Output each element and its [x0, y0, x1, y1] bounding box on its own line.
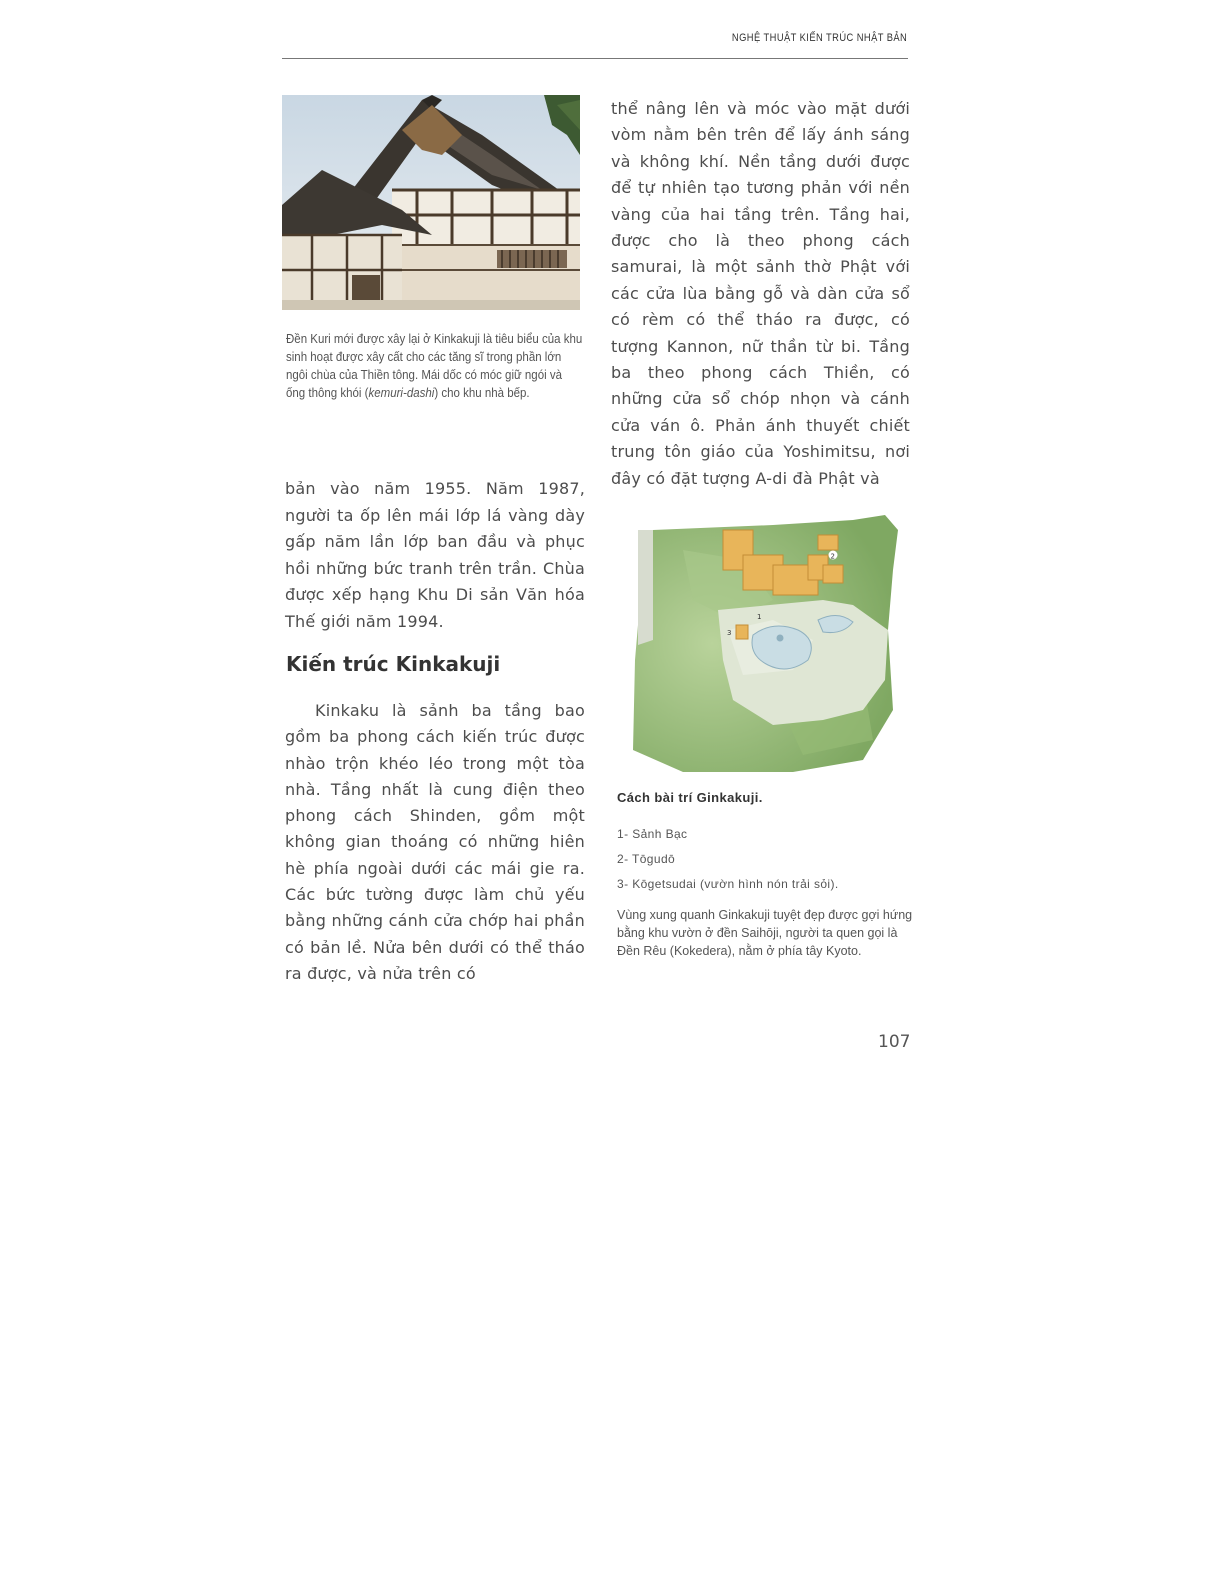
page-number: 107 [878, 1032, 911, 1052]
map-legend-item: 1- Sảnh Bạc [617, 827, 688, 841]
map-caption-title: Cách bài trí Ginkakuji. [617, 790, 763, 805]
body-paragraph-left-2: Kinkaku là sảnh ba tầng bao gồm ba phong cách kiến trúc được nhào trộn khéo léo trong một tòa nhà. Tầng nhất là cung điện theo phong cách Shinden, gồm một không gian thoáng có những hiên hè phía ngoài dưới các mái gie ra. Các bức tường được làm chủ yếu bằng những cánh cửa chớp hai phần có bản lề. Nửa bên dưới có thể tháo ra được, và nửa trên có [285, 701, 585, 983]
photo-caption [286, 330, 582, 402]
running-head: NGHỆ THUẬT KIẾN TRÚC NHẬT BẢN [731, 32, 907, 44]
photo-caption-italic-term: kemuri-dashi [368, 386, 435, 400]
map-label-3: 3 [727, 629, 732, 637]
photo-caption-text-2: ) cho khu nhà bếp. [434, 386, 530, 400]
body-paragraph-right: thể nâng lên và móc vào mặt dưới vòm nằm bên trên để lấy ánh sáng và không khí. Nền tầng dưới được để tự nhiên tạo tương phản với nền vàng của hai tầng trên. Tầng hai, được cho là theo phong cách samurai, là một sảnh thờ Phật với các cửa lùa bằng gỗ và dàn cửa sổ có rèm có thể tháo ra được, có tượng Kannon, nữ thần từ bi. Tầng ba theo phong cách Thiền, có những cửa sổ chóp nhọn và cánh cửa ván ô. Phản ánh thuyết chiết trung tôn giáo của Yoshimitsu, nơi đây có đặt tượng A-di đà Phật và [611, 99, 910, 488]
body-paragraph-left: bản vào năm 1955. Năm 1987, người ta ốp lên mái lớp lá vàng dày gấp năm lần lớp ban đầu và phục hồi những bức tranh trên trần. Chùa được xếp hạng Khu Di sản Văn hóa Thế giới năm 1994. [285, 479, 585, 631]
map-caption-body: Vùng xung quanh Ginkakuji tuyệt đẹp được gợi hứng bằng khu vườn ở đền Saihōji, người ta quen gọi là Đền Rêu (Kokedera), nằm ở phía tây Kyoto. [617, 908, 913, 958]
header-rule [282, 58, 908, 59]
photo-caption-text-1: Đền Kuri mới được xây lại ở Kinkakuji là tiêu biểu của khu sinh hoạt được xây cất cho các tăng sĩ trong phần lớn ngôi chùa của Thiền tông. Mái dốc có móc giữ ngói và ống thông khói ( [286, 332, 583, 400]
map-legend-item: 2- Tōgudō [617, 852, 676, 866]
kuri-temple-photo [282, 95, 580, 310]
map-label-1: 1 [757, 613, 762, 621]
section-heading: Kiến trúc Kinkakuji [286, 652, 501, 676]
map-legend [617, 822, 839, 897]
ginkakuji-layout-map [623, 510, 905, 772]
map-label-2: 2 [830, 552, 835, 561]
map-legend-item: 3- Kōgetsudai (vườn hình nón trải sỏi). [617, 877, 839, 891]
